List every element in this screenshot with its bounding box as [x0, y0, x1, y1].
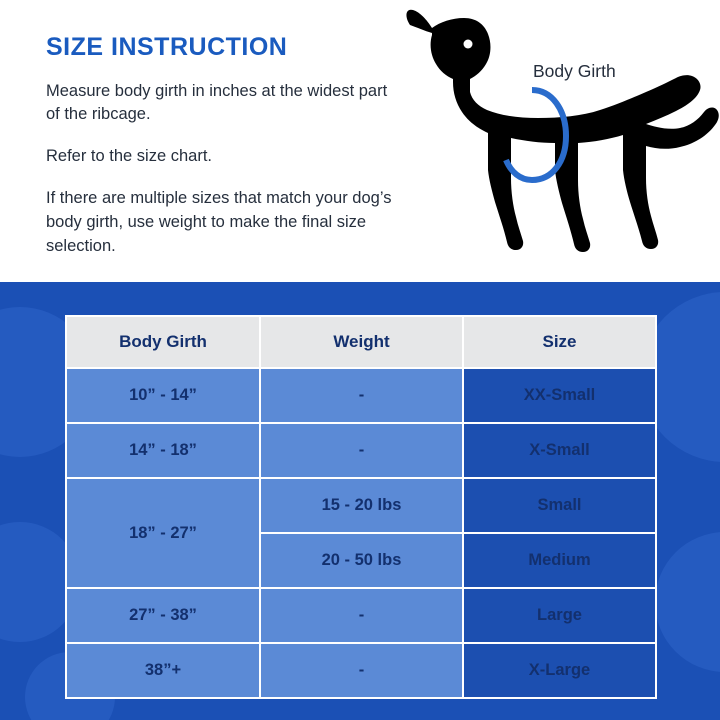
cell-weight: - [260, 368, 463, 423]
table-row [66, 423, 656, 478]
dog-silhouette-illustration [380, 0, 720, 282]
instruction-section [0, 0, 720, 282]
table-row [66, 643, 656, 698]
cell-size: XX-Small [463, 368, 656, 423]
cell-weight: - [260, 643, 463, 698]
cell-size: X-Small [463, 423, 656, 478]
dog-body-shape [406, 10, 718, 252]
table-header [66, 316, 656, 368]
cell-girth: 14” - 18” [66, 423, 260, 478]
column-header-body-girth: Body Girth [66, 316, 260, 368]
page-title: SIZE INSTRUCTION [46, 33, 288, 61]
size-chart-section [0, 282, 720, 720]
cell-weight: - [260, 423, 463, 478]
decorative-circle-4 [655, 532, 720, 672]
cell-weight: - [260, 588, 463, 643]
table-body [66, 368, 656, 698]
instruction-paragraph-2: Refer to the size chart. [46, 147, 212, 166]
table-row [66, 478, 656, 533]
cell-girth: 27” - 38” [66, 588, 260, 643]
size-chart-table [65, 315, 657, 699]
instruction-text-block [46, 34, 396, 259]
table-header-row [66, 316, 656, 368]
body-girth-label: Body Girth [533, 61, 616, 81]
cell-weight: 20 - 50 lbs [260, 533, 463, 588]
column-header-weight: Weight [260, 316, 463, 368]
instruction-paragraph-3: If there are multiple sizes that match your dog’s body girth, use weight to make the final size selection. [46, 189, 392, 256]
cell-weight: 15 - 20 lbs [260, 478, 463, 533]
cell-size: Large [463, 588, 656, 643]
instruction-paragraph-1: Measure body girth in inches at the widest part of the ribcage. [46, 81, 388, 124]
cell-size: Small [463, 478, 656, 533]
cell-girth: 10” - 14” [66, 368, 260, 423]
cell-size: Medium [463, 533, 656, 588]
table-row [66, 588, 656, 643]
cell-girth: 38”+ [66, 643, 260, 698]
cell-size: X-Large [463, 643, 656, 698]
column-header-size: Size [463, 316, 656, 368]
table-row [66, 368, 656, 423]
cell-girth: 18” - 27” [66, 478, 260, 588]
